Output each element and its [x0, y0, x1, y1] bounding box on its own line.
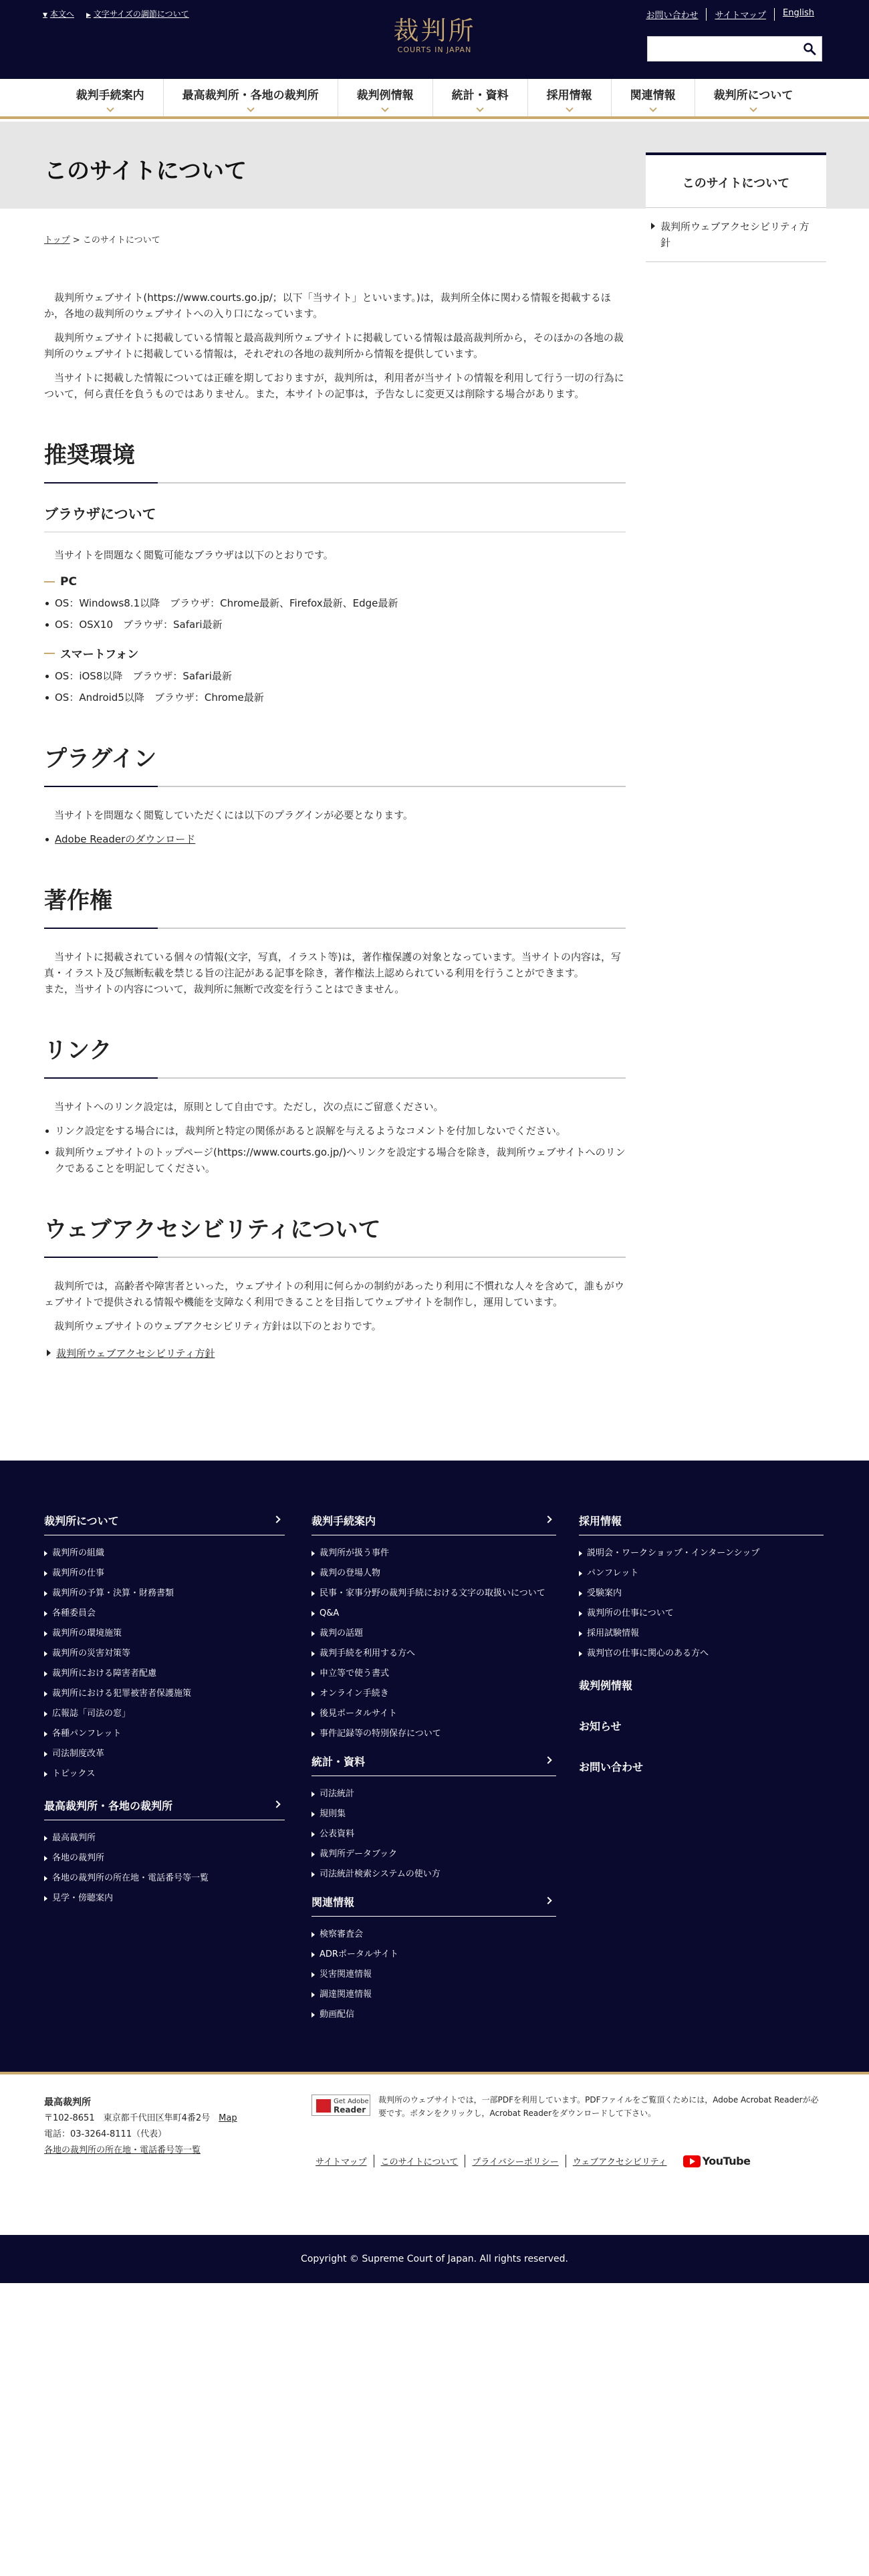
breadcrumb-separator: >	[72, 235, 80, 245]
breadcrumb	[44, 233, 626, 245]
accessibility-text: 裁判所では，高齢者や障害者といった，ウェブサイトの利用に何らかの制約があったり利用に不慣れな人々を含めて，誰もがウェブサイトで提供される情報や機能を支障なく利用できることを目指してウェブサイトを制作し，運用しています。	[44, 1280, 624, 1308]
list-item: OS：Android5以降 ブラウザ：Chrome最新	[44, 689, 626, 706]
footer-col-1	[44, 1506, 285, 1909]
footer-heading-courts[interactable]: 最高裁判所・各地の裁判所	[44, 1791, 285, 1820]
footer-link[interactable]: 裁判所の災害対策等	[44, 1644, 285, 1664]
section-heading-link: リンク	[44, 1036, 626, 1079]
pc-heading: PC	[44, 575, 626, 588]
section-heading-copyright: 著作権	[44, 886, 626, 929]
pc-list	[44, 595, 626, 633]
link-text: 当サイトへのリンク設定は，原則として自由です。ただし，次の点にご留意ください。	[54, 1101, 444, 1113]
gnav-cases[interactable]: 裁判例情報	[338, 79, 433, 116]
sidebar-item-accessibility-policy[interactable]: 裁判所ウェブアクセシビリティ方針	[646, 208, 826, 262]
about-site-link[interactable]: このサイトについて	[374, 2155, 465, 2167]
sitemap-link[interactable]: サイトマップ	[316, 2157, 367, 2167]
footer-link[interactable]: 最高裁判所	[44, 1828, 285, 1848]
header-right-links	[646, 8, 822, 21]
footer-link[interactable]: パンフレット	[579, 1564, 824, 1584]
chevron-right-icon	[544, 1897, 551, 1904]
site-header	[0, 0, 869, 79]
reader-note: 裁判所のウェブサイトでは，一部PDFを利用しています。PDFファイルをご覧頂くためには，Adobe Acrobat Readerが必要です。ボタンをクリックし，Acrobat Readerをダウンロードして下さい。	[378, 2095, 819, 2118]
footer-link[interactable]: 司法統計検索システムの使い方	[312, 1864, 556, 1885]
accessibility-policy-link[interactable]: 裁判所ウェブアクセシビリティ方針	[44, 1346, 215, 1360]
chevron-right-icon	[544, 1515, 551, 1523]
section-heading-env: 推奨環境	[44, 441, 626, 484]
footer-cases-link[interactable]: 裁判例情報	[579, 1679, 633, 1692]
footer-link[interactable]: 採用試験情報	[579, 1624, 824, 1644]
footer-heading-about[interactable]: 裁判所について	[44, 1506, 285, 1535]
footer-link[interactable]: 災害関連情報	[312, 1965, 556, 1985]
footer-heading-recruit[interactable]: 採用情報	[579, 1506, 824, 1535]
footer-heading-statistics[interactable]: 統計・資料	[312, 1747, 556, 1776]
section-heading-accessibility: ウェブアクセシビリティについて	[44, 1215, 626, 1258]
footer-link[interactable]: 裁判官の仕事に関心のある方へ	[579, 1644, 824, 1664]
footer-link[interactable]: 裁判所における障害者配慮	[44, 1664, 285, 1684]
footer-col-3	[579, 1506, 824, 1793]
footer-link[interactable]: 動画配信	[312, 2005, 556, 2025]
arrow-down-icon: ▼	[43, 12, 47, 19]
breadcrumb-current: このサイトについて	[82, 235, 160, 245]
footer-bottom	[0, 2072, 869, 2235]
footer-link[interactable]: 検察審査会	[312, 1925, 556, 1945]
footer-link[interactable]: 広報誌「司法の窓」	[44, 1704, 285, 1724]
footer-news-link[interactable]: お知らせ	[579, 1720, 622, 1733]
gnav-recruit[interactable]: 採用情報	[528, 79, 612, 116]
chevron-down-icon	[566, 104, 573, 112]
english-link[interactable]: English	[774, 8, 822, 21]
chevron-down-icon	[381, 104, 388, 112]
intro-paragraph: 当サイトに掲載した情報については正確を期しておりますが，裁判所は，利用者が当サイトの情報を利用して行う一切の行為について，何ら責任を負うものではありません。また，本サイトの記事は，予告なしに変更又は削除する場合があります。	[44, 372, 624, 400]
footer-link[interactable]: 公表資料	[312, 1824, 556, 1844]
triangle-right-icon	[47, 1350, 51, 1356]
footer-link[interactable]: 申立等で使う書式	[312, 1664, 556, 1684]
copyright-text-2: また，当サイトの内容について，裁判所に無断で改変を行うことはできません。	[44, 983, 405, 995]
footer-link[interactable]: 民事・家事分野の裁判手続における文字の取扱いについて	[312, 1584, 556, 1604]
gnav-related[interactable]: 関連情報	[612, 79, 695, 116]
adobe-reader-icon	[316, 2099, 331, 2113]
list-item: OS：iOS8以降 ブラウザ：Safari最新	[44, 668, 626, 684]
search-input[interactable]	[647, 36, 822, 62]
chevron-down-icon	[649, 104, 656, 112]
plugin-text: 当サイトを問題なく閲覧していただくには以下のプラグインが必要となります。	[54, 809, 414, 821]
footer-contact-link[interactable]: お問い合わせ	[579, 1761, 644, 1774]
gnav-statistics[interactable]: 統計・資料	[433, 79, 528, 116]
list-item: OS：Windows8.1以降 ブラウザ：Chrome最新、Firefox最新、Edge最新	[44, 595, 626, 611]
intro-paragraph: 裁判所ウェブサイトに掲載している情報と最高裁判所ウェブサイトに掲載している情報は最高裁判所から，そのほかの各地の裁判所のウェブサイトに掲載している情報は，それぞれの各地の裁判所から情報を提供しています。	[44, 332, 624, 360]
footer-nav	[0, 1461, 869, 2072]
reader-top-text: Get Adobe	[334, 2098, 369, 2105]
search-icon[interactable]	[803, 42, 816, 56]
footer-link[interactable]: 事件記録等の特別保存について	[312, 1724, 556, 1744]
court-address	[44, 2095, 237, 2159]
footer-link[interactable]: 裁判所が扱う事件	[312, 1543, 556, 1564]
copyright-text: Copyright © Supreme Court of Japan. All rights reserved.	[301, 2254, 568, 2264]
footer-link[interactable]: 裁判所の組織	[44, 1543, 285, 1564]
utility-links	[312, 2155, 750, 2167]
footer-link[interactable]: 裁判の話題	[312, 1624, 556, 1644]
page-title: このサイトについて	[44, 158, 247, 185]
footer-link[interactable]: 裁判所の環境施策	[44, 1624, 285, 1644]
footer-link[interactable]: ADRポータルサイト	[312, 1945, 556, 1965]
footer-col-2	[312, 1506, 556, 2025]
chevron-down-icon	[106, 104, 114, 112]
map-link[interactable]: Map	[219, 2113, 237, 2123]
footer-link[interactable]: トピックス	[44, 1764, 285, 1784]
footer-link[interactable]: 規則集	[312, 1804, 556, 1824]
copyright-text: 当サイトに掲載されている個々の情報(文字，写真，イラスト等)は，著作権保護の対象となっています。当サイトの内容は，写真・イラスト及び無断転載を禁じる旨の注記がある記事を除き，著作権法上認められている利用を行うことができます。	[44, 951, 621, 979]
footer-link[interactable]: 見学・傍聴案内	[44, 1889, 285, 1909]
chevron-down-icon	[247, 104, 254, 112]
gnav-about[interactable]: 裁判所について	[695, 79, 812, 116]
browser-text: 当サイトを問題なく閲覧可能なブラウザは以下のとおりです。	[54, 549, 334, 561]
footer-link[interactable]: 受験案内	[579, 1584, 824, 1604]
skip-to-content-link[interactable]: ▼ 本文へ	[43, 9, 74, 19]
smartphone-heading: スマートフォン	[44, 645, 626, 661]
address-line: 〒102-8651 東京都千代田区隼町4番2号 Map	[44, 2113, 237, 2123]
chevron-right-icon	[544, 1756, 551, 1763]
footer-link[interactable]: 裁判所データブック	[312, 1844, 556, 1864]
logo-japanese: 裁判所	[393, 16, 476, 45]
web-accessibility-link[interactable]: ウェブアクセシビリティ	[566, 2155, 674, 2167]
chevron-right-icon	[273, 1515, 280, 1523]
sidebar	[646, 152, 826, 262]
plugin-list	[44, 831, 626, 847]
contact-link[interactable]: お問い合わせ	[646, 11, 699, 21]
chevron-right-icon	[273, 1800, 280, 1808]
arrow-icon: ▶	[86, 12, 91, 19]
list-item: 裁判所ウェブサイトのトップページ(https://www.courts.go.jp/)へリンクを設定する場合を除き，裁判所ウェブサイトへのリンクであることを明記してください。	[44, 1144, 626, 1176]
courts-list-link[interactable]: 各地の裁判所の所在地・電話番号等一覧	[44, 2145, 201, 2155]
reader-main-text: Reader	[334, 2105, 366, 2115]
phone-line: 電話：03-3264-8111（代表）	[44, 2129, 167, 2139]
footer-link[interactable]: 司法統計	[312, 1784, 556, 1804]
font-size-help-link[interactable]: ▶ 文字サイズの調節について	[86, 9, 189, 19]
footer-link[interactable]: オンライン手続き	[312, 1684, 556, 1704]
footer-link[interactable]: 裁判の登場人物	[312, 1564, 556, 1584]
list-item: OS：OSX10 ブラウザ：Safari最新	[44, 617, 626, 633]
adobe-reader-link[interactable]: Adobe Readerのダウンロード	[44, 831, 626, 847]
footer-link[interactable]: 裁判所の仕事について	[579, 1604, 824, 1624]
breadcrumb-home-link[interactable]: トップ	[44, 235, 70, 245]
footer-heading-related[interactable]: 関連情報	[312, 1887, 556, 1917]
privacy-policy-link[interactable]: プライバシーポリシー	[465, 2155, 565, 2167]
section-heading-plugin: プラグイン	[44, 744, 626, 787]
dash-marker	[44, 581, 55, 582]
footer-link[interactable]: 各種パンフレット	[44, 1724, 285, 1744]
footer-link[interactable]: 各種委員会	[44, 1604, 285, 1624]
youtube-icon	[683, 2155, 701, 2167]
footer-link[interactable]: 裁判所の予算・決算・財務書類	[44, 1584, 285, 1604]
global-nav	[0, 79, 869, 119]
footer-heading-procedure[interactable]: 裁判手続案内	[312, 1506, 556, 1535]
chevron-down-icon	[749, 104, 757, 112]
footer-link[interactable]: 後見ポータルサイト	[312, 1704, 556, 1724]
logo-english: COURTS IN JAPAN	[397, 45, 472, 54]
intro-paragraph: 裁判所ウェブサイト(https://www.courts.go.jp/；以下「当サイト」といいます。)は，裁判所全体に関わる情報を掲載するほか，各地の裁判所のウェブサイトへの入り口になっています。	[44, 292, 611, 320]
adobe-reader-button[interactable]	[312, 2095, 370, 2116]
footer-link[interactable]: 説明会・ワークショップ・インターンシップ	[579, 1543, 824, 1564]
copyright-bar	[0, 2235, 869, 2283]
court-name: 最高裁判所	[44, 2097, 91, 2108]
gnav-courts[interactable]: 最高裁判所・各地の裁判所	[164, 79, 338, 116]
triangle-right-icon	[651, 223, 655, 229]
footer-link[interactable]: 裁判手続を利用する方へ	[312, 1644, 556, 1664]
link-rules-list	[44, 1123, 626, 1176]
smartphone-list	[44, 668, 626, 706]
sidebar-title: このサイトについて	[646, 155, 826, 208]
sitemap-link[interactable]: サイトマップ	[706, 8, 774, 21]
footer-link[interactable]: 各地の裁判所	[44, 1848, 285, 1868]
footer-link[interactable]: 調達関連情報	[312, 1985, 556, 2005]
gnav-procedure[interactable]: 裁判手続案内	[57, 79, 164, 116]
list-item: リンク設定をする場合には，裁判所と特定の関係があると誤解を与えるようなコメントを付加しないでください。	[44, 1123, 626, 1139]
footer-link[interactable]: 裁判所における犯罪被害者保護施策	[44, 1684, 285, 1704]
chevron-down-icon	[476, 104, 483, 112]
dash-marker	[44, 653, 55, 654]
youtube-link[interactable]: YouTube	[683, 2155, 751, 2167]
subheading-browser: ブラウザについて	[44, 504, 626, 532]
main-content	[44, 233, 626, 1360]
footer-link[interactable]: 裁判所の仕事	[44, 1564, 285, 1584]
accessibility-text-2: 裁判所ウェブサイトのウェブアクセシビリティ方針は以下のとおりです。	[54, 1320, 382, 1332]
footer-link[interactable]: 司法制度改革	[44, 1744, 285, 1764]
footer-link[interactable]: 各地の裁判所の所在地・電話番号等一覧	[44, 1868, 285, 1889]
footer-link[interactable]: Q&A	[312, 1604, 556, 1624]
